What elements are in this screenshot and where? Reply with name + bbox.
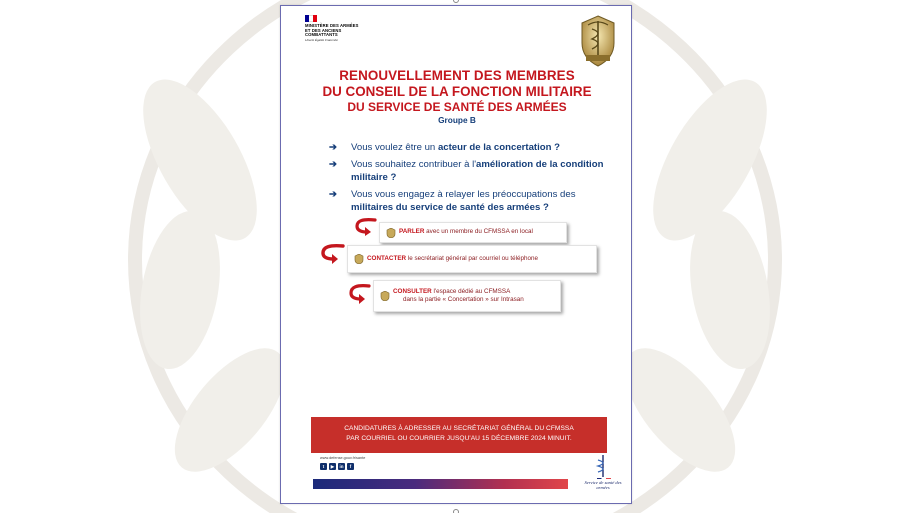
ministry-motto: Liberté Égalité Fraternité [305, 37, 338, 42]
service-sante-logo [583, 454, 623, 498]
emblem-icon [386, 228, 396, 238]
title-block [281, 68, 632, 126]
questions-list [329, 142, 609, 219]
arrow-right-icon: ➔ [329, 142, 337, 153]
facebook-icon[interactable]: f [347, 463, 354, 470]
slide-handle-bottom[interactable] [453, 509, 459, 513]
footer-gradient-bar [313, 479, 568, 489]
poster [280, 5, 632, 504]
deadline-banner [311, 417, 607, 453]
caduceus-badge-icon [577, 13, 619, 69]
action-talk: PARLER avec un membre du CFMSSA en local [379, 222, 567, 243]
curved-arrow-icon [317, 242, 347, 264]
emblem-icon [354, 254, 364, 264]
ministry-name: MINISTÈRE DES ARMÉES ET DES ANCIENS COMBATTANTS [305, 23, 359, 38]
action-consult: CONSULTER l'espace dédié au CFMSSA dans la partie « Concertation » sur Intrasan [373, 280, 561, 312]
youtube-icon[interactable]: ▶ [330, 463, 335, 469]
arrow-right-icon: ➔ [329, 189, 337, 201]
french-flag-icon [305, 15, 317, 22]
title-line-3: DU SERVICE DE SANTÉ DES ARMÉES [347, 100, 567, 114]
caduceus-logo-icon [583, 454, 623, 478]
emblem-icon [380, 291, 390, 301]
linkedin-icon[interactable]: in [339, 464, 344, 469]
action-contact: CONTACTER le secrétariat général par courriel ou téléphone [347, 245, 597, 273]
title-line-1: RENOUVELLEMENT DES MEMBRES [339, 68, 575, 83]
title-line-2: DU CONSEIL DE LA FONCTION MILITAIRE [322, 84, 592, 99]
banner-line-2: PAR COURRIEL OU COURRIER JUSQU'AU 15 DÉCEMBRE 2024 MINUIT. [346, 434, 572, 442]
question-item: ➔ Vous souhaitez contribuer à l'amélioration de la condition militaire ? [329, 159, 604, 183]
question-item: ➔ Vous vous engagez à relayer les préoccupations des militaires du service de santé des armées ? [329, 189, 576, 213]
curved-arrow-icon [345, 282, 373, 304]
service-name: Service de santé des armées [584, 480, 622, 490]
twitter-icon[interactable]: t [320, 463, 327, 470]
social-icons [320, 463, 354, 470]
arrow-right-icon: ➔ [329, 159, 337, 171]
banner-line-1: CANDIDATURES À ADRESSER AU SECRÉTARIAT GÉNÉRAL DU CFMSSA [344, 425, 574, 432]
question-item: ➔ Vous voulez être un acteur de la concertation ? [329, 142, 561, 153]
curved-arrow-icon [351, 216, 379, 236]
group-label: Groupe B [438, 115, 476, 125]
website-link[interactable]: www.defense.gouv.fr/sante [320, 456, 366, 460]
ministry-logo [305, 15, 365, 42]
